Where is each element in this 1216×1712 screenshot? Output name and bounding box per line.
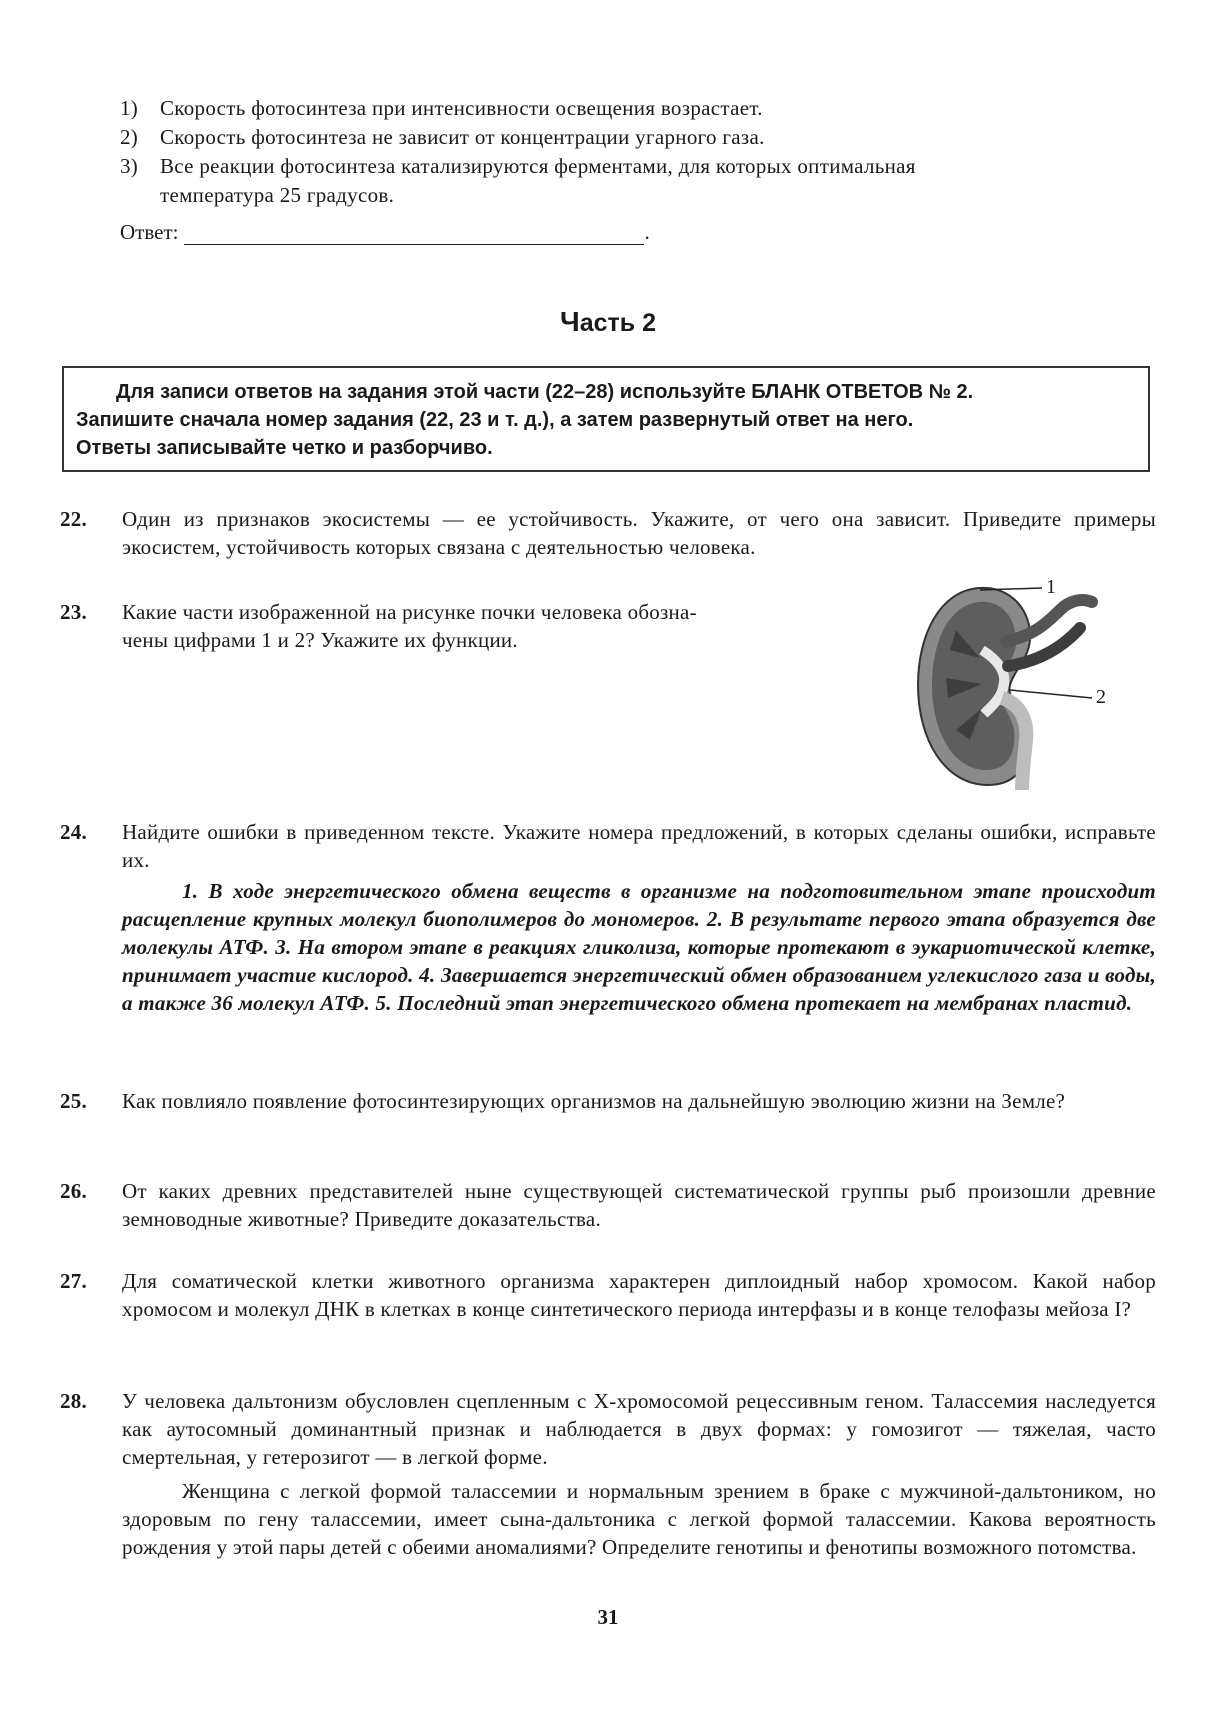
- option-3-continuation: [120, 181, 1160, 210]
- task-25: [60, 1087, 1156, 1115]
- option-3: [120, 152, 1160, 181]
- option-number: 1): [120, 96, 139, 120]
- option-text: Скорость фотосинтеза при интенсивности освещения возрастает.: [160, 96, 763, 120]
- option-2: [120, 123, 1160, 152]
- task-passage: [122, 877, 1156, 1017]
- task-23: [60, 598, 860, 654]
- instructions-box: [62, 366, 1150, 472]
- task-22: [60, 505, 1156, 561]
- option-1: [120, 94, 1160, 123]
- option-text-continued: температура 25 градусов.: [160, 183, 395, 207]
- option-text: Все реакции фотосинтеза катализируются ферментами, для которых оптимальная: [160, 154, 916, 178]
- option-text: Скорость фотосинтеза не зависит от концентрации угарного газа.: [160, 125, 765, 149]
- task-text: Для соматической клетки животного организма характерен диплоидный набор хромосом. Какой набор хромосом и молекул ДНК в клетках в конце синтетического периода интерфазы и в конце телофазы мейоза I?: [122, 1269, 1156, 1321]
- task-text: Найдите ошибки в приведенном тексте. Укажите номера предложений, в которых сделаны ошибки, исправьте их.: [122, 820, 1156, 872]
- option-number: 3): [120, 154, 139, 178]
- task-number: 23.: [60, 600, 87, 624]
- task-number: 27.: [60, 1269, 87, 1293]
- page-number: 31: [597, 1605, 619, 1629]
- instructions-line-2: Запишите сначала номер задания (22, 23 и т. д.), а затем развернутый ответ на него.: [76, 409, 914, 431]
- task-text-line-2: чены цифрами 1 и 2? Укажите их функции.: [122, 628, 518, 652]
- instructions-line-3: Ответы записывайте четко и разборчиво.: [76, 437, 493, 459]
- task-24: [60, 818, 1156, 1017]
- task-text: Как повлияло появление фотосинтезирующих организмов на дальнейшую эволюцию жизни на Земле?: [122, 1089, 1066, 1113]
- task-26: [60, 1177, 1156, 1233]
- passage-text: 1. В ходе энергетического обмена веществ в организме на подготовительном этапе происходит расщепление крупных молекул биополимеров до мономеров. 2. В результате первого этапа образуется две молекулы АТФ. 3. На втором этапе в реакциях гликолиза, которые протекают в эукариотической клетке, принимает участие кислород. 4. Завершается энергетический обмен образованием углекислого газа и воды, а также 36 молекул АТФ. 5. Последний этап энергетического обмена протекает на мембранах пластид.: [122, 879, 1156, 1015]
- task-number: 28.: [60, 1389, 87, 1413]
- task-number: 22.: [60, 507, 87, 531]
- answer-line: [184, 224, 644, 245]
- task-27: [60, 1267, 1156, 1323]
- part-title-initial: Ч: [560, 306, 580, 337]
- kidney-label-2: 2: [1096, 686, 1106, 708]
- paragraph-2-text: Женщина с легкой формой талассемии и нормальным зрением в браке с мужчиной-дальтоником, но здоровым по гену талассемии, имеет сына-дальтоника с легкой формой талассемии. Какова вероятность рождения у этой пары детей с обеими аномалиями? Определите генотипы и фенотипы возможного потомства.: [122, 1479, 1156, 1559]
- instructions-line-1: Для записи ответов на задания этой части (22–28) используйте БЛАНК ОТВЕТОВ № 2.: [116, 381, 974, 403]
- part-title: [0, 306, 1216, 338]
- kidney-label-1: 1: [1046, 576, 1056, 598]
- label-2-line: [1010, 690, 1092, 698]
- kidney-illustration: [910, 580, 1130, 790]
- task-28: [60, 1387, 1156, 1561]
- answer-label: Ответ:: [120, 220, 179, 244]
- task-text: У человека дальтонизм обусловлен сцепленным с Х-хромосомой рецессивным геном. Талассемия наследуется как аутосомный доминантный признак и наблюдается в двух формах: у гомозигот — тяжелая, часто смертельная, у гетерозигот — в легкой форме.: [122, 1389, 1156, 1469]
- task-text: От каких древних представителей ныне существующей систематической группы рыб произошли древние земноводные животные? Приведите доказательства.: [122, 1179, 1156, 1231]
- task-text: Один из признаков экосистемы — ее устойчивость. Укажите, от чего она зависит. Приведите примеры экосистем, устойчивость которых связана с деятельностью человека.: [122, 507, 1156, 559]
- task-text-line-1: Какие части изображенной на рисунке почки человека обозна-: [122, 600, 697, 624]
- part-title-rest: асть 2: [579, 309, 656, 337]
- option-number: 2): [120, 125, 139, 149]
- task-number: 24.: [60, 820, 87, 844]
- answer-field: [120, 220, 650, 245]
- task-number: 26.: [60, 1179, 87, 1203]
- task-number: 25.: [60, 1089, 87, 1113]
- answer-dot: .: [644, 220, 650, 244]
- task-text-paragraph-2: [122, 1477, 1156, 1561]
